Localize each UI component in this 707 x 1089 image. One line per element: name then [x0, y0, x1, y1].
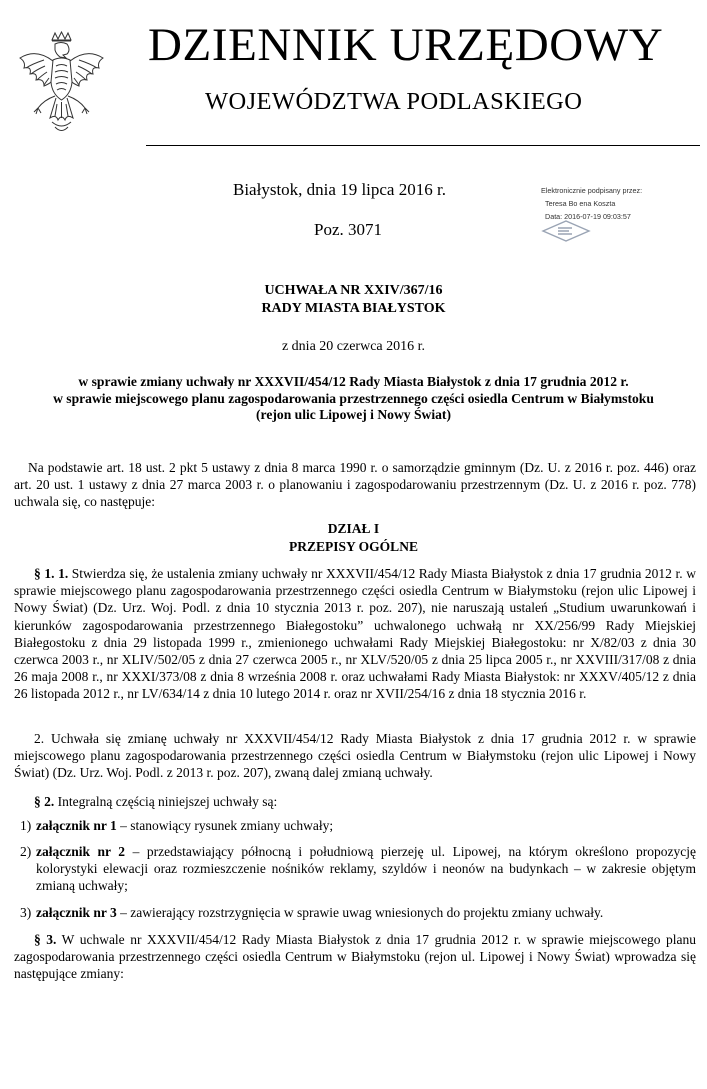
publication-date: Białystok, dnia 19 lipca 2016 r. [233, 180, 446, 199]
paragraph-1 [14, 565, 696, 703]
list-item-number: 2) [20, 844, 32, 859]
chapter-number: DZIAŁ I [327, 521, 380, 536]
resolution-council: RADY MIASTA BIAŁYSTOK [261, 301, 446, 316]
signature-date: Data: 2016-07-19 09:03:57 [545, 212, 631, 221]
eagle-emblem-icon [14, 30, 109, 142]
subject-line: w sprawie miejscowego planu zagospodarowania przestrzennego części osiedla Centrum w Białymstoku [53, 390, 654, 406]
position-number: Poz. 3071 [314, 220, 382, 239]
paragraph-text: Integralną częścią niniejszej uchwały są: [54, 794, 278, 809]
chapter-heading [0, 520, 707, 556]
paragraph-text: W uchwale nr XXXVII/454/12 Rady Miasta Białystok z dnia 17 grudnia 2012 r. w sprawie miejscowego planu zagospodarowania przestrzennego części osiedla Centrum w Białymstoku (rejon ul. Lipowej i Nowy Świat) wprowadza się następujące zmiany: [14, 932, 697, 982]
resolution-date: z dnia 20 czerwca 2016 r. [281, 339, 426, 354]
list-item-number: 1) [20, 818, 32, 833]
journal-subtitle: WOJEWÓDZTWA PODLASKIEGO [205, 88, 583, 115]
resolution-number: UCHWAŁA NR XXIV/367/16 [264, 283, 443, 298]
resolution-subject [0, 374, 707, 424]
paragraph-3 [14, 931, 696, 983]
attachment-label: załącznik nr 1 [36, 818, 117, 833]
journal-title: DZIENNIK URZĘDOWY [148, 19, 664, 71]
legal-basis: Na podstawie art. 18 ust. 2 pkt 5 ustawy z dnia 8 marca 1990 r. o samorządzie gminnym (Dz. U. z 2016 r. poz. 446) oraz art. 20 ust. 1 ustawy z dnia 27 marca 2003 r. o planowaniu i zagospodarowaniu przestrzennym (Dz. U. z 2016 r. poz. 778) uchwala się, co następuje: [14, 460, 696, 510]
paragraph-label: § 1. 1. [34, 566, 69, 581]
list-item-text: – zawierający rozstrzygnięcia w sprawie uwag wniesionych do projektu zmiany uchwały. [116, 905, 604, 920]
attachment-label: załącznik nr 3 [36, 905, 117, 920]
paragraph-text: Stwierdza się, że ustalenia zmiany uchwały nr XXXVII/454/12 Rady Miasta Białystok z dnia 17 grudnia 2012 r. w sprawie miejscowego planu zagospodarowania przestrzennego części osiedla Centrum w Białymstoku (rejon ulic Lipowej i Nowy Świat) (Dz. Urz. Woj. Podl. z dnia 10 stycznia 2013 r. poz. 207), nie naruszają ustaleń „Studium uwarunkowań i kierunków zagospodarowania przestrzennego Białegostoku” uchwalonego uchwałą nr XX/256/99 Rady Miejskiej Białegostoku z dnia 29 listopada 1999 r., zmienionego uchwałami Rady Miejskiej Białegostoku: nr X/82/03 z dnia 30 czerwca 2003 r., nr XLIV/502/05 z dnia 27 czerwca 2005 r., nr XLV/520/05 z dnia 25 lipca 2005 r., nr XXVIII/317/08 z dnia 26 maja 2008 r., nr XXXI/373/08 z dnia 8 września 2008 r. oraz uchwałami Rady Miasta Białystok: nr XXXV/405/12 z dnia 26 listopada 2012 r., nr LV/634/14 z dnia 10 lutego 2014 r. oraz nr XVII/254/16 z dnia 18 stycznia 2016 r. [14, 566, 696, 702]
subject-line: w sprawie zmiany uchwały nr XXXVII/454/12 Rady Miasta Białystok z dnia 17 grudnia 2012 r. [78, 374, 629, 389]
paragraph-1-section-2: 2. Uchwała się zmianę uchwały nr XXXVII/454/12 Rady Miasta Białystok z dnia 17 grudnia 2012 r. w sprawie miejscowego planu zagospodarowania przestrzennego części osiedla Centrum w Białymstoku (rejon ulic Lipowej i Nowy Świat) (Dz. Urz. Woj. Podl. z 2013 r. poz. 207), zwaną dalej zmianą uchwały. [14, 731, 696, 781]
paragraph-label: § 2. [34, 794, 55, 809]
signature-name: Teresa Bo ena Koszta [545, 199, 616, 208]
chapter-title: PRZEPISY OGÓLNE [289, 539, 418, 554]
list-item-text: – przedstawiający północną i południową pierzeję ul. Lipowej, na którym określono propozycję kolorystyki elewacji oraz rozmieszczenie nośników reklamy, szyldów i neonów na budynkach – w zakresie objętym zmianą uchwały; [36, 844, 696, 894]
list-item [14, 817, 696, 834]
paragraph-2 [14, 793, 696, 810]
subject-line: (rejon ulic Lipowej i Nowy Świat) [256, 407, 451, 422]
attachment-label: załącznik nr 2 [36, 844, 126, 859]
list-item-number: 3) [20, 905, 32, 920]
list-item-text: – stanowiący rysunek zmiany uchwały; [116, 818, 334, 833]
signature-stamp-icon [541, 220, 591, 242]
list-item [14, 843, 696, 895]
resolution-title [0, 282, 707, 318]
signature-label: Elektronicznie podpisany przez: [541, 186, 643, 195]
list-item [14, 904, 696, 921]
electronic-signature [541, 184, 701, 223]
paragraph-label: § 3. [34, 932, 57, 947]
header-divider [146, 145, 700, 146]
